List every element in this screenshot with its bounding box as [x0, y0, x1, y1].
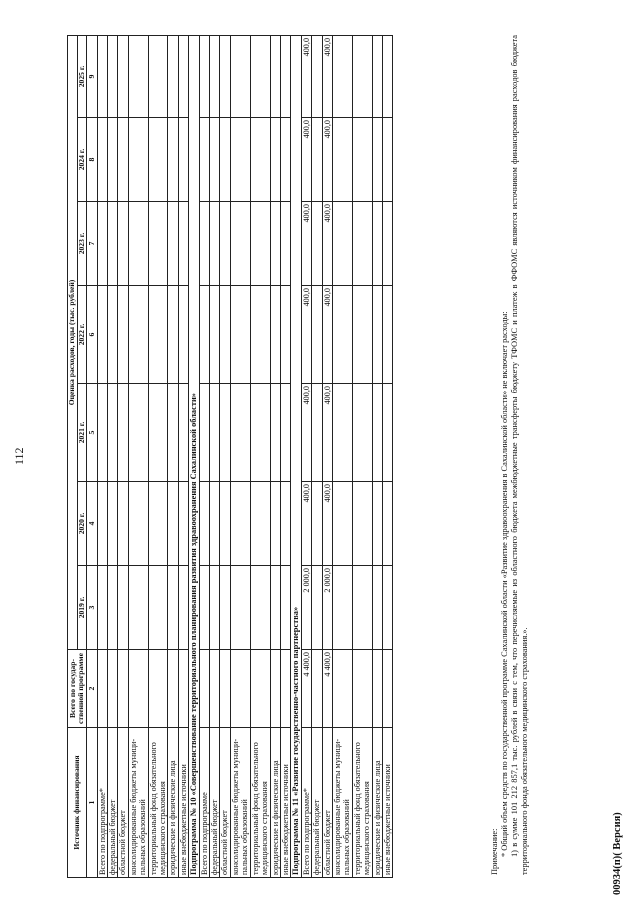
row-value: [312, 384, 322, 482]
row-value: [230, 384, 250, 482]
row-value: [210, 118, 220, 202]
header-index-row: [87, 35, 97, 877]
row-value: [250, 566, 270, 650]
section-title: Подпрограмма № 11 «Развитие государственно-частного партнерства»: [291, 35, 301, 877]
row-value: [250, 35, 270, 117]
row-value: [312, 118, 322, 202]
row-value: [270, 384, 280, 482]
header-total: Всего по государ-ственной программе: [68, 650, 87, 728]
row-value: [108, 482, 118, 566]
table-row: [220, 35, 230, 877]
row-value: [372, 118, 382, 202]
row-value: 400,0: [322, 202, 332, 286]
column-index: 1: [87, 728, 97, 878]
row-label: консолидированные бюджеты муници-пальных образований: [230, 728, 250, 878]
row-label: территориальный фонд обязательного медицинского страхования: [352, 728, 372, 878]
row-value: [148, 35, 168, 117]
row-value: [332, 202, 352, 286]
row-value: [372, 482, 382, 566]
row-value: [270, 202, 280, 286]
header-year: 2025 г.: [77, 35, 87, 117]
row-value: [108, 566, 118, 650]
row-value: 400,0: [301, 35, 311, 117]
row-value: [372, 286, 382, 384]
row-value: [230, 118, 250, 202]
header-source: Источник финансирования: [68, 728, 87, 878]
row-value: [352, 650, 372, 728]
table-row: [118, 35, 128, 877]
row-value: [332, 35, 352, 117]
header-year: 2021 г.: [77, 384, 87, 482]
table-row: [108, 35, 118, 877]
row-value: [372, 650, 382, 728]
row-value: [382, 650, 392, 728]
row-value: [148, 650, 168, 728]
row-value: [108, 118, 118, 202]
row-value: 400,0: [301, 384, 311, 482]
row-value: [118, 202, 128, 286]
row-value: [312, 286, 322, 384]
row-value: [352, 35, 372, 117]
row-value: [97, 118, 107, 202]
row-value: 400,0: [322, 482, 332, 566]
notes-line-1: * Общий объем средств по государственной программе Сахалинской области «Развитие здравоохранения в Сахалинской области» не включает расходы:: [500, 311, 509, 857]
row-value: [280, 202, 290, 286]
section-row: [291, 35, 301, 877]
row-value: [352, 566, 372, 650]
table-row: [230, 35, 250, 877]
row-value: [382, 384, 392, 482]
row-value: [168, 35, 178, 117]
row-label: областной бюджет: [322, 728, 332, 878]
row-value: 4 400,0: [322, 650, 332, 728]
row-value: [168, 286, 178, 384]
row-label: Всего по подпрограмме: [199, 728, 209, 878]
row-value: [352, 482, 372, 566]
row-value: [178, 650, 188, 728]
section-row: [189, 35, 199, 877]
row-label: федеральный бюджет: [108, 728, 118, 878]
row-value: [382, 482, 392, 566]
row-value: [210, 482, 220, 566]
row-value: [312, 566, 322, 650]
row-value: [270, 482, 280, 566]
row-label: юридические и физические лица: [372, 728, 382, 878]
row-value: 2 000,0: [301, 566, 311, 650]
row-value: [168, 384, 178, 482]
column-index: 9: [87, 35, 97, 117]
header-year: 2024 г.: [77, 118, 87, 202]
row-value: [382, 118, 392, 202]
row-label: областной бюджет: [118, 728, 128, 878]
header-estimate: Оценка расходов, годы (тыс. рублей): [68, 35, 78, 649]
row-value: [250, 202, 270, 286]
row-value: [108, 384, 118, 482]
row-value: 400,0: [301, 286, 311, 384]
row-value: [312, 202, 322, 286]
row-value: [97, 35, 107, 117]
row-value: [128, 650, 148, 728]
row-label: иные внебюджетные источники: [280, 728, 290, 878]
row-value: [199, 35, 209, 117]
row-value: [280, 384, 290, 482]
row-label: консолидированные бюджеты муници-пальных образований: [128, 728, 148, 878]
row-value: [270, 118, 280, 202]
notes-line-2: 1) в сумме 101 212 857,1 тыс. рублей в связи с тем, что перечисляемые из областного бюджета межбюджетные трансферты бюджету ТФОМС и платеж в ФФОМС являются источником финансирования расходов бюджета территориального фонда обязательного медицинского страхования.».: [510, 35, 529, 875]
finance-table: [67, 35, 393, 878]
row-value: [168, 650, 178, 728]
row-value: [280, 482, 290, 566]
row-value: [178, 118, 188, 202]
row-value: 400,0: [301, 482, 311, 566]
row-label: юридические и физические лица: [270, 728, 280, 878]
row-value: [168, 566, 178, 650]
row-value: [270, 566, 280, 650]
row-value: [230, 202, 250, 286]
row-value: [97, 202, 107, 286]
row-value: [230, 650, 250, 728]
table-body: [97, 35, 393, 877]
finance-table-wrap: [67, 36, 393, 878]
table-row: [199, 35, 209, 877]
row-value: [199, 202, 209, 286]
row-value: [118, 286, 128, 384]
table-row: [352, 35, 372, 877]
row-value: [230, 286, 250, 384]
row-value: [332, 384, 352, 482]
row-value: [352, 202, 372, 286]
row-value: [382, 566, 392, 650]
column-index: 2: [87, 650, 97, 728]
row-value: [220, 118, 230, 202]
row-value: [210, 650, 220, 728]
row-label: консолидированные бюджеты муници-пальных образований: [332, 728, 352, 878]
row-value: [148, 118, 168, 202]
row-value: [250, 286, 270, 384]
row-value: [382, 35, 392, 117]
row-value: [108, 202, 118, 286]
row-value: [148, 482, 168, 566]
row-value: [118, 384, 128, 482]
table-row: [270, 35, 280, 877]
column-index: 8: [87, 118, 97, 202]
row-value: [210, 202, 220, 286]
table-row: [128, 35, 148, 877]
row-value: [128, 566, 148, 650]
row-value: [168, 202, 178, 286]
row-value: [178, 384, 188, 482]
row-value: [250, 650, 270, 728]
row-value: 400,0: [301, 118, 311, 202]
row-label: территориальный фонд обязательного медицинского страхования: [148, 728, 168, 878]
row-value: [270, 286, 280, 384]
table-row: [301, 35, 311, 877]
row-value: [250, 482, 270, 566]
row-value: [178, 286, 188, 384]
row-value: [332, 118, 352, 202]
row-value: [199, 118, 209, 202]
table-row: [210, 35, 220, 877]
header-year: 2023 г.: [77, 202, 87, 286]
row-value: [332, 482, 352, 566]
row-value: [128, 35, 148, 117]
row-value: [312, 35, 322, 117]
row-value: [312, 482, 322, 566]
document-code: 00934(п)( Версия): [612, 812, 623, 895]
row-value: [250, 118, 270, 202]
row-value: [220, 650, 230, 728]
row-value: [108, 286, 118, 384]
row-value: [332, 566, 352, 650]
row-value: [118, 650, 128, 728]
row-value: [352, 384, 372, 482]
row-label: областной бюджет: [220, 728, 230, 878]
row-value: [230, 482, 250, 566]
row-value: [199, 286, 209, 384]
row-value: [210, 286, 220, 384]
row-value: [332, 650, 352, 728]
row-value: [148, 384, 168, 482]
row-value: [148, 566, 168, 650]
row-value: [97, 384, 107, 482]
row-value: [280, 650, 290, 728]
row-label: юридические и физические лица: [168, 728, 178, 878]
column-index: 3: [87, 566, 97, 650]
row-label: федеральный бюджет: [312, 728, 322, 878]
row-value: [280, 286, 290, 384]
table-row: [280, 35, 290, 877]
row-value: [210, 566, 220, 650]
row-value: [108, 35, 118, 117]
header-year: 2020 г.: [77, 482, 87, 566]
row-value: [118, 566, 128, 650]
row-value: [220, 384, 230, 482]
row-value: [382, 286, 392, 384]
column-index: 6: [87, 286, 97, 384]
row-value: [230, 566, 250, 650]
row-label: иные внебюджетные источники: [382, 728, 392, 878]
table-row: [148, 35, 168, 877]
section-title: Подпрограмма № 10 «Совершенствование территориального планирования развития здравоохранения Сахалинской области»: [189, 35, 199, 877]
table-row: [322, 35, 332, 877]
row-value: [97, 482, 107, 566]
row-value: [220, 482, 230, 566]
row-value: [178, 482, 188, 566]
row-label: иные внебюджетные источники: [178, 728, 188, 878]
row-value: [250, 384, 270, 482]
row-value: [168, 482, 178, 566]
row-value: [199, 566, 209, 650]
row-value: [199, 482, 209, 566]
row-value: [97, 650, 107, 728]
row-value: [118, 35, 128, 117]
row-value: [118, 118, 128, 202]
row-value: [352, 286, 372, 384]
row-value: [97, 286, 107, 384]
table-row: [332, 35, 352, 877]
row-value: [270, 35, 280, 117]
row-value: [178, 566, 188, 650]
row-value: [312, 650, 322, 728]
column-index: 5: [87, 384, 97, 482]
row-value: [210, 384, 220, 482]
row-value: 400,0: [301, 202, 311, 286]
row-value: [148, 286, 168, 384]
row-value: [280, 35, 290, 117]
row-value: [118, 482, 128, 566]
row-label: Всего по подпрограмме*: [97, 728, 107, 878]
header-year: 2019 г.: [77, 566, 87, 650]
row-value: [220, 566, 230, 650]
page-number: 112: [12, 447, 26, 465]
row-value: [128, 202, 148, 286]
row-value: 400,0: [322, 35, 332, 117]
row-value: [97, 566, 107, 650]
row-value: [168, 118, 178, 202]
row-value: [128, 384, 148, 482]
row-value: [220, 35, 230, 117]
row-value: [280, 118, 290, 202]
row-value: [220, 286, 230, 384]
table-row: [382, 35, 392, 877]
row-value: [280, 566, 290, 650]
row-value: [128, 482, 148, 566]
row-value: [128, 118, 148, 202]
column-index: 7: [87, 202, 97, 286]
row-value: [220, 202, 230, 286]
table-row: [372, 35, 382, 877]
row-value: [148, 202, 168, 286]
row-value: [352, 118, 372, 202]
header-year: 2022 г.: [77, 286, 87, 384]
row-label: федеральный бюджет: [210, 728, 220, 878]
row-value: [178, 202, 188, 286]
table-row: [250, 35, 270, 877]
row-value: [210, 35, 220, 117]
row-value: 2 000,0: [322, 566, 332, 650]
row-value: [372, 384, 382, 482]
row-value: [199, 384, 209, 482]
table-row: [168, 35, 178, 877]
row-value: [270, 650, 280, 728]
row-value: 400,0: [322, 384, 332, 482]
row-value: 400,0: [322, 286, 332, 384]
table-row: [97, 35, 107, 877]
notes-block: [490, 35, 530, 875]
table-row: [312, 35, 322, 877]
row-value: [108, 650, 118, 728]
row-value: [230, 35, 250, 117]
row-value: 4 400,0: [301, 650, 311, 728]
row-value: 400,0: [322, 118, 332, 202]
row-label: Всего по подпрограмме*: [301, 728, 311, 878]
row-value: [372, 35, 382, 117]
row-value: [382, 202, 392, 286]
table-row: [178, 35, 188, 877]
row-value: [372, 566, 382, 650]
column-index: 4: [87, 482, 97, 566]
row-value: [372, 202, 382, 286]
row-label: территориальный фонд обязательного медицинского страхования: [250, 728, 270, 878]
row-value: [199, 650, 209, 728]
row-value: [332, 286, 352, 384]
notes-title: Примечание:: [490, 828, 499, 875]
row-value: [178, 35, 188, 117]
row-value: [128, 286, 148, 384]
